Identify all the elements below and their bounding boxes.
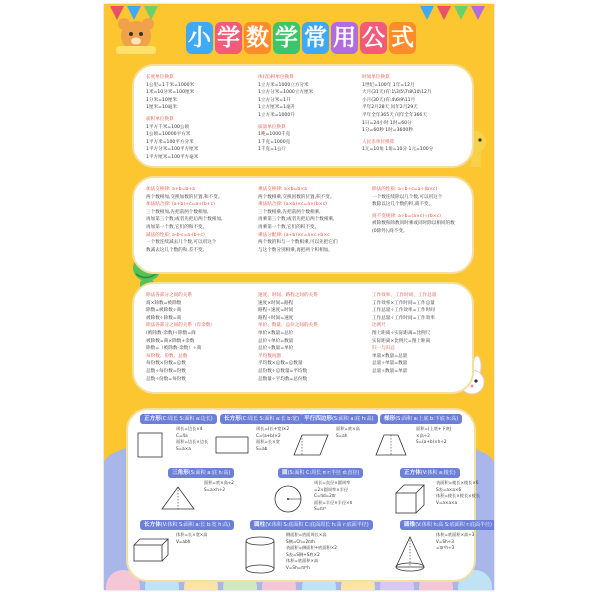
formula-heading: 加法交换律: a+b=b+a	[146, 187, 195, 192]
shape-name: 圆柱	[254, 522, 266, 528]
speed-price-column	[258, 292, 318, 383]
formula-heading: 乘法交换律: a×b=b×a	[258, 187, 307, 192]
formula-line: 1世纪=100年 1年=12月	[362, 82, 415, 88]
formula-line: =πr²h÷3	[436, 545, 455, 551]
title-char: 公	[360, 22, 387, 54]
shape-note: (S:面积 C:周长 π r:半径 d:直径)	[287, 470, 360, 476]
formula-line: 面积=边长×边长	[176, 439, 209, 445]
shape-tag	[300, 414, 378, 424]
formula-line: 一个数连续除以几个数,可以用这个	[372, 194, 443, 200]
shape-formulas	[416, 426, 451, 446]
formula-line: 数减去这几个数的和,差不变。	[146, 247, 208, 253]
shape-formulas	[314, 480, 352, 513]
shape-note: (C:周长 S:面积 a:边长)	[160, 416, 213, 422]
formula-heading: 单价、数量、总价之间的关系	[258, 323, 318, 329]
shape-tag	[400, 468, 460, 478]
shape-name: 长方体	[144, 522, 161, 528]
formula-line: 单量×数量=总量	[372, 353, 408, 359]
formula-line: 三个数相加,先把前两个数相加,	[146, 209, 209, 215]
formula-line: =2×圆周率×半径	[314, 486, 349, 492]
work-scale-column	[372, 292, 436, 376]
formula-line: 再加第一个数,它们的和不变。	[146, 224, 208, 230]
geo-triangle	[158, 468, 268, 520]
shape-tag	[250, 520, 373, 530]
title-char: 数	[244, 22, 271, 54]
formula-line: (被除数-余数)÷除数=商	[146, 330, 196, 336]
formula-line: 1立方米=1000立方分米	[258, 82, 309, 88]
formula-line: 体积=底面积×高	[286, 558, 319, 564]
formula-line: 总量÷数量=单量	[372, 368, 408, 374]
poster-title	[166, 16, 436, 60]
shape-name: 长方形	[224, 416, 241, 422]
formula-line: V=a×a×a	[436, 499, 458, 505]
shape-note: (S:面积 a:上底 b:下底 h:高)	[395, 416, 459, 422]
formula-line: S表=S侧+S底×2	[286, 551, 320, 557]
formula-line: 实际距离×比例尺=图上距离	[372, 338, 431, 344]
title-char: 学	[215, 22, 242, 54]
formula-line: S=ab	[256, 445, 268, 451]
formula-heading: 面积单位换算	[146, 116, 174, 122]
geo-cuboid	[130, 520, 240, 572]
shape-tag	[168, 468, 234, 478]
formula-line: 1立方分米=1升	[258, 97, 291, 103]
shape-formulas	[286, 532, 337, 572]
formula-heading: 除法的性质: a÷b÷c=a÷(b×c)	[372, 187, 438, 192]
shape-note: (S:面积 a:底 h:高)	[188, 470, 231, 476]
formula-line: 面积=底×高	[336, 426, 360, 431]
formula-line: 1米=10分米=100厘米	[146, 90, 195, 96]
formula-heading: 除法各部分之间的关系（有余数）	[146, 323, 215, 329]
formula-line: 工作效率×工作时间=工作总量	[372, 300, 435, 306]
division-relations-column	[146, 292, 215, 383]
geo-cube	[390, 468, 494, 520]
formula-line: 1平方米=100平方分米	[146, 139, 194, 145]
formula-line: S=a×h÷2	[204, 486, 226, 492]
formula-line: (0除外),商不变。	[372, 228, 408, 234]
formula-line: 周长=(长+宽)×2	[256, 426, 290, 431]
formula-line: 图上距离÷实际距离=比例尺	[372, 330, 431, 336]
formula-line: 体积=长×宽×高	[176, 532, 208, 537]
formula-line: 面积=(上底+下底)	[416, 426, 452, 431]
formula-line: 1立方厘米=1毫升	[258, 105, 296, 111]
formula-line: 被除数和除数同时乘或同时除以相同的数	[372, 221, 455, 227]
shape-formulas	[436, 532, 474, 552]
formula-line: 工作总量÷工作时间=工作效率	[372, 315, 435, 321]
formula-line: 总数量÷平均数=总份数	[258, 376, 308, 382]
shape-name: 三角形	[172, 470, 189, 476]
formula-line: 面积=底×高÷2	[204, 480, 234, 485]
formula-line: 除数=被除数÷商	[146, 308, 182, 314]
shape-name: 正方形	[144, 416, 161, 422]
shape-formulas	[256, 426, 289, 452]
formula-heading: 平均数问题	[258, 353, 281, 359]
formula-line: 两个数相乘,交换因数的位置,积不变。	[258, 194, 335, 200]
time-money-column	[362, 74, 433, 154]
formula-heading: 商不变规律: a÷b=(a×c)÷(b×c)	[372, 213, 441, 219]
formula-line: 1千克=1000克	[258, 139, 291, 145]
unit-conversion-card	[132, 64, 474, 168]
formula-line: 再乘第一个数,它们的积不变。	[258, 224, 320, 230]
formula-line: S=πr²	[314, 506, 327, 512]
addition-laws-column	[146, 186, 223, 254]
formula-line: 总价÷数量=单价	[258, 346, 294, 352]
shape-note: (V:体积 a:棱长)	[420, 470, 456, 476]
shape-note: (V:体积 S:面积 a:长 b:宽 h:高)	[160, 522, 231, 528]
shape-note: (C:周长 S:面积 a:长 b:宽)	[240, 416, 300, 422]
formula-line: 小月(30天)有:4\6\9\11月	[362, 97, 416, 103]
formula-line: 1厘米=10毫米	[146, 105, 177, 111]
formula-line: 除数=（被除数-余数）÷商	[146, 346, 202, 352]
formula-line: 被除数=商×除数+余数	[146, 338, 195, 344]
formula-line: V=Sh÷3	[436, 538, 454, 544]
formula-line: 面积=半径×半径×π	[314, 499, 353, 505]
arithmetic-laws-card	[132, 176, 474, 274]
formula-line: S表=a×a×6	[436, 486, 462, 492]
shape-formulas	[436, 480, 480, 506]
formula-line: V=abh	[176, 538, 191, 544]
formula-heading: 时间单位换算	[362, 75, 390, 80]
formula-line: S=(a+b)×h÷2	[416, 439, 447, 445]
title-char: 学	[273, 22, 300, 54]
formula-heading: 每份数、份数、总数	[146, 353, 188, 359]
formula-heading: 乘法结合律: (a×b)×c=a×(b×c)	[258, 202, 327, 208]
formula-line: 面积=长×宽	[256, 439, 280, 445]
formula-line: 速度×时间=路程	[258, 300, 294, 306]
formula-line: 一个数连续减去几个数,可以用这个	[146, 240, 217, 246]
formula-line: 单价×数量=总价	[258, 330, 294, 336]
formula-heading: 速度、时间、路程之间的关系	[258, 293, 318, 298]
length-area-column	[146, 74, 198, 162]
shape-tag	[380, 414, 462, 424]
formula-line: 1平方厘米=100平方毫米	[146, 154, 199, 160]
formula-line: 大月(31天)有:1\3\5\7\8\10\12月	[362, 90, 432, 96]
formula-line: 两个数的和与一个数相乘,可以先把它们	[258, 240, 338, 246]
formula-heading: 体(容)积单位换算	[258, 75, 294, 80]
multiplication-laws-column	[258, 186, 338, 254]
geo-cone	[390, 520, 494, 580]
shape-formulas	[176, 532, 207, 545]
formula-heading: 减法的性质: a-b-c=a-(b+c)	[146, 232, 205, 238]
title-char: 小	[186, 22, 213, 54]
formula-line: S=ah	[336, 432, 348, 438]
formula-line: S=a×a	[176, 445, 191, 451]
formula-line: 1分米=10厘米	[146, 97, 177, 103]
formula-line: 表面积=侧面积+底面积×2	[286, 545, 337, 551]
shape-tag	[400, 520, 494, 530]
formula-line: 1日=24小时 1时=60分	[362, 120, 412, 126]
shape-formulas	[204, 480, 234, 493]
geo-circle	[268, 468, 398, 520]
formula-line: S侧=Ch=2πrh	[286, 538, 315, 544]
formula-line: 再乘第三个数;或者先把后两个数相乘,	[258, 217, 335, 223]
formula-line: V=Sh=πr²h	[286, 564, 310, 570]
division-laws-column	[372, 186, 455, 236]
shape-tag	[140, 520, 234, 530]
formula-line: 总量÷单量=数量	[372, 361, 408, 367]
formula-line: 1公里=1千米=1000米	[146, 82, 195, 88]
formula-heading: 除法各部分之间的关系	[146, 293, 192, 298]
formula-heading: 工作效率、工作时间、工作总量	[372, 293, 437, 298]
quantity-relations-card	[132, 282, 474, 394]
formula-line: 平均数×总数=总数量	[258, 361, 303, 367]
formula-line: 总数÷份数=每份数	[146, 376, 186, 382]
formula-line: 三个数相乘,先把前两个数相乘,	[258, 209, 321, 215]
formula-line: 1平方分米=100平方厘米	[146, 147, 199, 153]
formula-heading: 长度单位换算	[146, 75, 174, 80]
formula-line: 两个数相加,交换加数的位置,和不变。	[146, 194, 223, 200]
bear-mascot-icon	[112, 12, 160, 58]
formula-line: 周长=直径×圆周率	[314, 480, 351, 485]
formula-heading: 人民币单位换算	[362, 139, 395, 145]
formula-line: 1吨=1000千克	[258, 132, 291, 138]
formula-line: 体积=棱长×棱长×棱长	[436, 493, 481, 499]
shape-tag	[140, 414, 217, 424]
formula-line: 周长=边长×4	[176, 426, 203, 431]
title-char: 用	[331, 22, 358, 54]
shape-formulas	[176, 426, 208, 452]
formula-line: 侧面积=底面周长×高	[286, 532, 327, 537]
shape-name: 梯形	[384, 416, 396, 422]
shape-name: 圆锥	[404, 522, 416, 528]
formula-line: 每份数×份数=总数	[146, 361, 186, 367]
geo-cylinder	[240, 520, 370, 580]
formula-line: 1千克=1公斤	[258, 147, 287, 153]
formula-heading: 乘法分配律: (a+b)×c=a×c+b×c	[258, 232, 330, 238]
formula-line: 商×除数=被除数	[146, 300, 182, 306]
formula-line: C=(a+b)×2	[256, 432, 281, 438]
shape-note: (V:体积 S:底面积 C:底面周长 h:高 r:底面半径)	[265, 522, 369, 528]
formula-line: 总数÷每份数=份数	[146, 368, 186, 374]
geo-trapezoid	[370, 414, 480, 466]
title-char: 式	[389, 22, 416, 54]
formula-line: 再加第三个数;或者先把后两个数相加,	[146, 217, 223, 223]
formula-line: C=4a	[176, 432, 188, 438]
formula-line: 被除数÷除数=商	[146, 315, 182, 321]
formula-heading: 加法结合律: (a+b)+c=a+(b+c)	[146, 202, 215, 208]
formula-line: C=πd=2πr	[314, 493, 337, 499]
formula-line: 体积=底面积×高÷3	[436, 532, 475, 537]
formula-line: ×高÷2	[416, 432, 430, 438]
volume-mass-column	[258, 74, 313, 154]
shape-note: (S:面积 a:底 h:高)	[331, 416, 374, 422]
shape-name: 圆	[282, 470, 288, 476]
formula-line: 总价÷单价=数量	[258, 338, 294, 344]
shape-tag	[278, 468, 363, 478]
formula-line: 工作总量÷工作效率=工作时间	[372, 308, 435, 314]
formula-heading: 质量单位换算	[258, 124, 286, 130]
shape-name: 正方体	[404, 470, 421, 476]
formula-line: 平年2月28天 闰年2月29天	[362, 105, 418, 111]
geometry-formulas-card	[126, 408, 492, 582]
formula-line: 与这个数分别相乘,再把两个积相加。	[258, 247, 333, 253]
formula-line: 数除以这几个数的积,商不变。	[372, 202, 434, 208]
title-char: 常	[302, 22, 329, 54]
formula-line: 1立方分米=1000立方厘米	[258, 90, 314, 96]
formula-line: 平年全年365天 闰年全年366天	[362, 112, 427, 118]
formula-line: 路程÷时间=速度	[258, 315, 294, 321]
formula-line: 表面积=棱长×棱长×6	[436, 480, 479, 485]
shape-name: 平行四边形	[304, 416, 332, 422]
formula-heading: 归一与归总	[372, 346, 395, 352]
formula-line: 路程÷速度=时间	[258, 308, 294, 314]
formula-line: 1公顷=10000平方米	[146, 132, 191, 138]
formula-poster	[104, 4, 494, 590]
shape-note: (V:体积 h:高 S:底面积 r:底面半径)	[415, 522, 492, 528]
formula-heading: 比例尺	[372, 323, 386, 329]
shape-formulas	[336, 426, 360, 439]
formula-line: 1平方千米=100公顷	[146, 124, 190, 130]
formula-line: 1元=10角 1角=10分 1元=100分	[362, 147, 434, 153]
formula-line: 总份数÷总数量=平均数	[258, 368, 308, 374]
formula-line: 1分=60秒 1时=3600秒	[362, 128, 413, 134]
formula-line: 1立方米=1000升	[258, 112, 295, 118]
